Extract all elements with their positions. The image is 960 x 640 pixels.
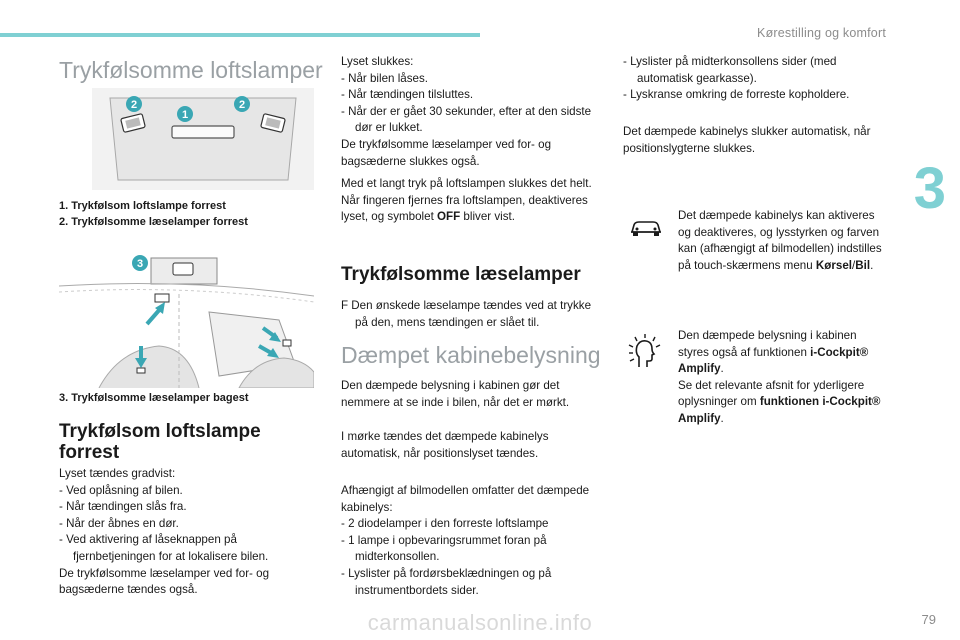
caption-1: 1. Trykfølsom loftslampe forrest: [59, 200, 226, 212]
dimmed-p2: [341, 429, 599, 462]
off-symbol: OFF: [437, 210, 461, 224]
note-dimmed-settings: [678, 208, 890, 274]
watermark: carmanualsonline.info: [367, 610, 593, 635]
dimmed-list-0: Afhængigt af bilmodellen omfatter det dæmpede kabinelys:: [341, 484, 590, 514]
car-icon-svg: [629, 217, 663, 239]
off-line-4: De trykfølsomme læselamper ved for- og bagsæderne slukkes også.: [341, 137, 552, 168]
caption-rear: [59, 391, 329, 407]
note2-mid: .: [720, 362, 724, 376]
note1-menu-driving: Kørsel: [815, 258, 852, 272]
car-icon: [628, 214, 664, 242]
caption-front: [59, 199, 329, 230]
rear-cabin-drawing: [59, 250, 314, 388]
col3-list-1: - Lyskranse omkring de forreste kopholdere.: [623, 88, 850, 102]
callout-3: 3: [136, 258, 144, 270]
dimmed-list-1: - 2 diodelamper i den forreste loftslampe: [341, 517, 549, 531]
off-line-3: - Når der er gået 30 sekunder, efter at den sidste dør er lukket.: [341, 104, 592, 135]
note1-menu-car: Bil: [855, 258, 871, 272]
section-header: Kørestilling og komfort: [757, 26, 886, 40]
col3-list-0: - Lyslister på midterkonsollens sider (med automatisk gearkasse).: [623, 55, 837, 85]
off-line-0: Lyset slukkes:: [341, 55, 414, 68]
callout-2-right: 2: [238, 99, 246, 111]
page-number: 79: [921, 612, 936, 627]
off-line-2: - Når tændingen tilsluttes.: [341, 88, 474, 102]
front-lamp-line-0: Lyset tændes gradvist:: [59, 467, 176, 480]
auto-off-text: [623, 124, 885, 157]
front-lamp-text: [59, 466, 321, 599]
long-press-text: [341, 176, 599, 226]
dimmed-list-3: - Lyslister på fordørsbeklædningen og på instrumentbordets sider.: [341, 566, 552, 597]
front-console-drawing: [92, 88, 314, 190]
front-lamp-line-5: De trykfølsomme læselamper ved for- og bagsæderne tændes også.: [59, 566, 270, 597]
caption-2: 2. Trykfølsomme læselamper forrest: [59, 215, 248, 228]
front-lamp-line-4: - Ved aktivering af låseknappen på fjernbetjeningen for at lokalisere bilen.: [59, 533, 269, 563]
note1-pre: Det dæmpede kabinelys kan aktiveres og deaktiveres, og lysstyrken og farven kan (afhængigt af bilmodellen) indstilles på touch-skærmens menu: [678, 209, 882, 272]
long-press-post: bliver vist.: [460, 210, 515, 224]
reading-lamps-instruction: F Den ønskede læselampe tændes ved at trykke på den, mens tændingen er slået til.: [341, 299, 592, 329]
dimmed-p1-text: Den dæmpede belysning i kabinen gør det nemmere at se inde i bilen, når det er mørkt.: [341, 379, 570, 409]
lights-off-text: [341, 54, 599, 170]
section-title-front-lamp: Trykfølsom loftslampe forrest: [59, 421, 261, 463]
section-title-reading-lamps: Trykfølsomme læselamper: [341, 264, 581, 285]
note2-function-name: i-Cockpit® Amplify: [678, 345, 869, 376]
reading-lamps-text: [341, 298, 599, 331]
note2-line2-pre: Se det relevante afsnit for yderligere oplysninger om: [678, 378, 865, 409]
note1-end: .: [870, 258, 874, 272]
note2-pre: Den dæmpede belysning i kabinen styres også af funktionen: [678, 329, 857, 359]
note2-line2-end: .: [720, 411, 724, 425]
long-press-pre: Med et langt tryk på loftslampen slukkes det helt. Når fingeren fjernes fra loftslampen, deaktiveres lyset, og symbolet: [341, 177, 592, 224]
header-accent-bar: [0, 33, 480, 37]
col3-list: [623, 54, 885, 104]
page-title: Trykfølsomme loftslamper: [59, 57, 323, 83]
front-lamp-line-1: - Ved oplåsning af bilen.: [59, 483, 183, 497]
person-sparkle-icon: [624, 332, 664, 372]
note1-separator: /: [852, 258, 856, 272]
off-line-1: - Når bilen låses.: [341, 71, 428, 85]
caption-3: 3. Trykfølsomme læselamper bagest: [59, 392, 249, 404]
front-roof-lamp-illustration: [92, 88, 314, 190]
person-sparkle-icon-svg: [625, 333, 663, 371]
dimmed-list-2: - 1 lampe i opbevaringsrummet foran på midterkonsollen.: [341, 533, 547, 564]
rear-lamps-illustration: [59, 250, 314, 388]
front-lamp-line-2: - Når tændingen slås fra.: [59, 500, 187, 514]
section-title-dimmed: Dæmpet kabinebelysning: [341, 342, 601, 368]
callout-1: 1: [181, 109, 189, 121]
dimmed-list: [341, 483, 599, 599]
callout-2-left: 2: [130, 99, 138, 111]
auto-off-line: Det dæmpede kabinelys slukker automatisk, når positionslygterne slukkes.: [623, 125, 871, 155]
note2-line2-function: funktionen i-Cockpit® Amplify: [678, 395, 881, 425]
chapter-number: 3: [913, 156, 946, 221]
dimmed-p1: [341, 378, 599, 411]
front-lamp-line-3: - Når der åbnes en dør.: [59, 516, 179, 530]
dimmed-p2-text: I mørke tændes det dæmpede kabinelys automatisk, når positionslyset tændes.: [341, 430, 549, 460]
note-i-cockpit: [678, 328, 890, 428]
